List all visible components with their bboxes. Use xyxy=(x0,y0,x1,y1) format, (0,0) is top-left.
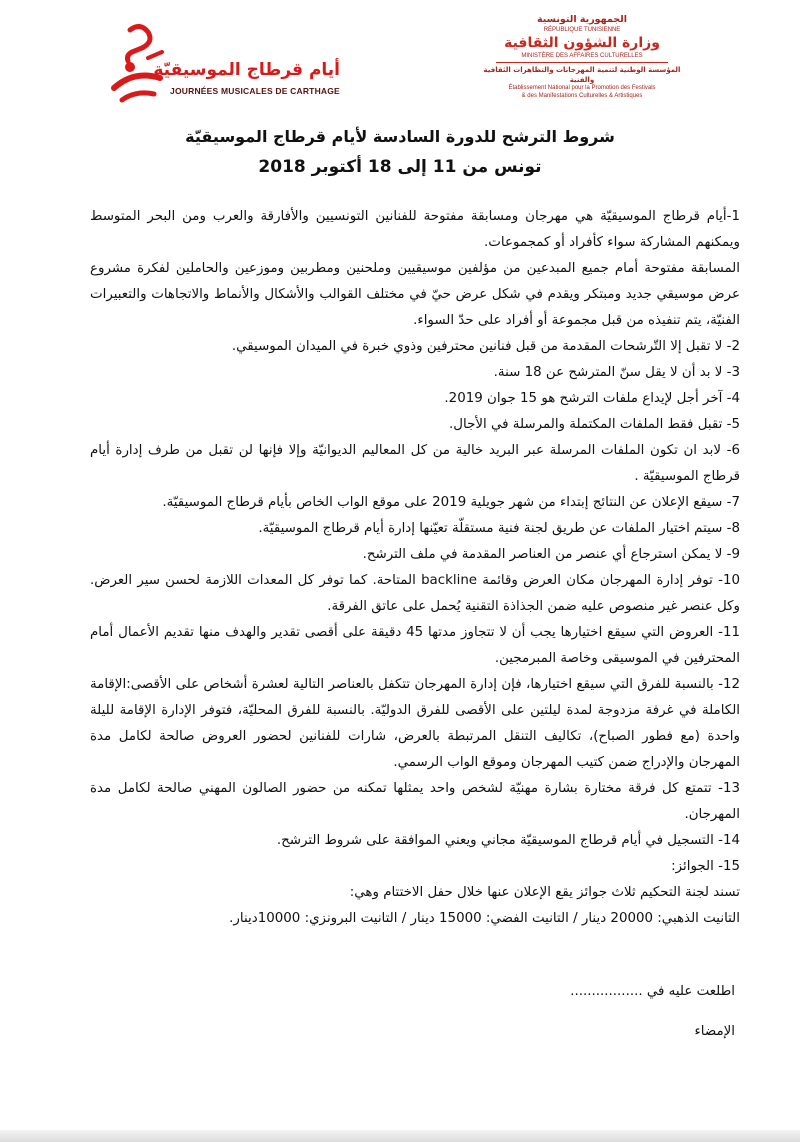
clause-2: 2- لا تقبل إلا التّرشحات المقدمة من قبل فنانين محترفين وذوي خبرة في الميدان الموسيقي. xyxy=(231,339,740,354)
clause-3: 3- لا بد أن لا يقل سنّ المترشح عن 18 سنة. xyxy=(493,365,740,380)
establishment-french-1: Établissement National pour la Promotion des Festivals xyxy=(508,85,656,91)
festival-french-name: JOURNÉES MUSICALES DE CARTHAGE xyxy=(170,86,340,96)
clause-14: 14- التسجيل في أيام قرطاج الموسيقيّة مجاني ويعني الموافقة على شروط الترشح. xyxy=(276,833,740,848)
clause-15: 15- الجوائز: xyxy=(671,859,740,874)
clause-9: 9- لا يمكن استرجاع أي عنصر من العناصر المقدمة في ملف الترشح. xyxy=(362,547,740,562)
clause-1: 1-أيام قرطاج الموسيقيّة هي مهرجان ومسابقة مفتوحة للفنانين التونسيين والأفارقة والعرب ومن البحر المتوسط ويمكنهم المشاركة سواء كأفراد أو كمجموعات. xyxy=(90,209,740,250)
clause-4: 4- آخر أجل لإيداع ملفات الترشح هو 15 جوان 2019. xyxy=(444,391,740,406)
logo-divider xyxy=(496,62,668,63)
page-bottom-edge xyxy=(0,1130,800,1142)
republic-french: RÉPUBLIQUE TUNISIENNE xyxy=(543,27,621,33)
festival-arabic-name: أيام قرطاج الموسيقيّة xyxy=(153,60,340,80)
clause-11: 11- العروض التي سيقع اختيارها يجب أن لا تتجاوز مدتها 45 دقيقة على أقصى تقدير والهدف منها تقديم الأعمال أمام المحترفين في الموسيقى وخاصة المبرمجين. xyxy=(90,625,740,666)
ministry-french: MINISTÈRE DES AFFAIRES CULTURELLES xyxy=(521,53,643,59)
festival-logo xyxy=(108,18,348,108)
clause-6: 6- لابد ان تكون الملفات المرسلة عبر البريد خالية من كل المعاليم الديوانيّة وإلا فإنها لن تقبل من طرف إدارة أيام قرطاج الموسيقيّة . xyxy=(90,443,740,484)
clause-5: 5- تقبل فقط الملفات المكتملة والمرسلة في الأجال. xyxy=(449,417,740,432)
ministry-logo xyxy=(482,14,682,110)
ministry-arabic: وزارة الشؤون الثقافية xyxy=(504,35,660,51)
document-title: شروط الترشح للدورة السادسة لأيام قرطاج الموسيقيّة xyxy=(185,127,615,146)
clause-1-detail: المسابقة مفتوحة أمام جميع المبدعين من مؤلفين موسيقيين وملحنين ومطربين وموزعين والحاملين لفكرة مشروع عرض موسيقي جديد ومبتكر ويقدم في شكل عرض حيّ في مختلف القوالب والأشكال والأنماط والاتجاهات والتعبيرات الفنيّة، يتم تنفيذه من قبل مجموعة أو أفراد على حدّ السواء. xyxy=(90,261,740,328)
prizes-list: التانيت الذهبي: 20000 دينار / التانيت الفضي: 15000 دينار / التانيت البرونزي: 10000دينار. xyxy=(229,911,740,926)
clause-12: 12- بالنسبة للفرق التي سيقع اختيارها، فإن إدارة المهرجان تتكفل بالعناصر التالية لعشرة أشخاص على الأقصى:الإقامة الكاملة في غرفة مزدوجة لمدة ليلتين على الأقصى للفرق الدوليّة. بالنسبة للفرق المحليّة، فتوفر الإدارة الإقامة لليلة واحدة (مع فطور الصباح)، تكاليف التنقل المرتبطة بالعرض، شارات للفنانين لحضور العروض صالحة لكامل مدة المهرجان والإدراج ضمن كتيب المهرجان وموقع الواب الرسمي. xyxy=(90,677,740,770)
seen-on-line: اطلعت عليه في ................. xyxy=(570,984,735,999)
conditions-body xyxy=(90,204,740,932)
clause-8: 8- سيتم اختيار الملفات عن طريق لجنة فنية مستقلّة تعيّنها إدارة أيام قرطاج الموسيقيّة. xyxy=(258,521,740,536)
republic-arabic: الجمهورية التونسية xyxy=(537,14,627,25)
establishment-arabic: المؤسسة الوطنية لتنمية المهرجانات والتظاهرات الثقافية والفنية xyxy=(483,66,681,84)
signature-label: الإمضاء xyxy=(694,1024,735,1039)
clause-13: 13- تتمتع كل فرقة مختارة بشارة مهنيّة لشخص واحد يمثلها تمكنه من حضور الصالون المهني صالحة لكامل مدة المهرجان. xyxy=(90,781,740,822)
prizes-intro: تسند لجنة التحكيم ثلاث جوائز يقع الإعلان عنها خلال حفل الاختتام وهي: xyxy=(349,885,740,900)
clause-7: 7- سيقع الإعلان عن النتائج إبتداء من شهر جويلية 2019 على موقع الواب الخاص بأيام قرطاج الموسيقيّة. xyxy=(162,495,740,510)
document-subtitle: تونس من 11 إلى 18 أكتوبر 2018 xyxy=(258,157,542,177)
establishment-french-2: & des Manifestations Culturelles & Artistiques xyxy=(521,92,643,99)
clause-10: 10- توفر إدارة المهرجان مكان العرض وقائمة backline المتاحة. كما توفر كل المعدات اللازمة لحسن سير العرض. وكل عنصر غير منصوص عليه ضمن الجذاذة التقنية يُحمل على عاتق الفرقة. xyxy=(90,573,740,614)
